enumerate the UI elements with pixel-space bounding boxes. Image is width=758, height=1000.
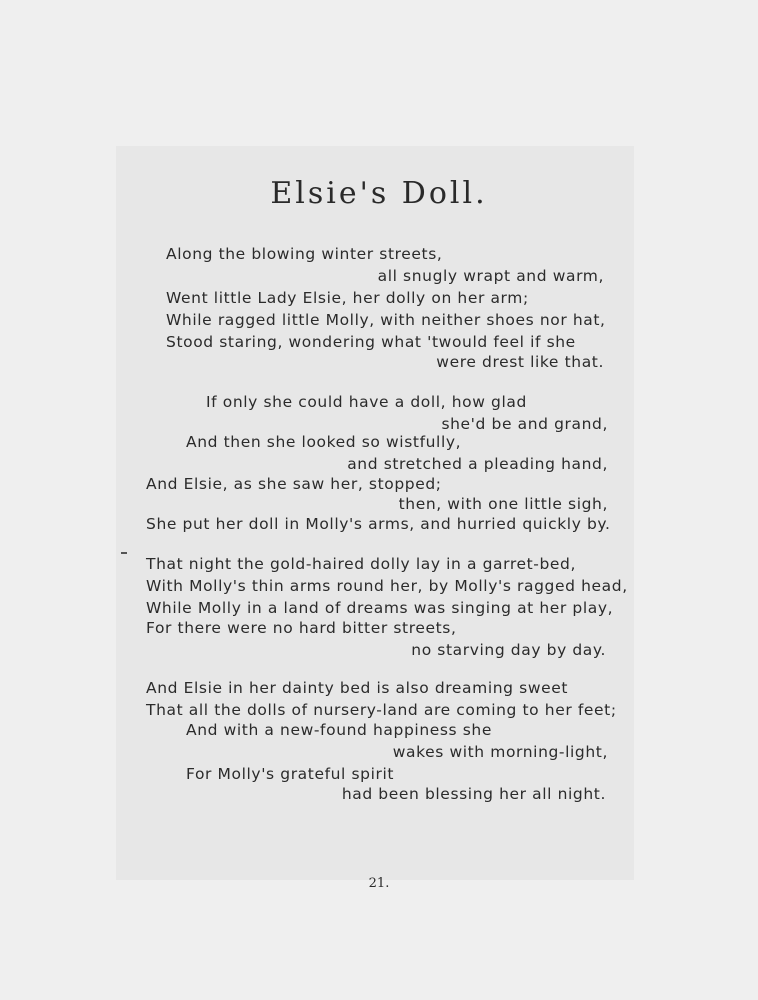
poem-line: wakes with morning-light, [392,743,608,761]
poem-line: And Elsie in her dainty bed is also dreaming sweet [146,679,569,697]
poem-line: And with a new-found happiness she [186,721,492,739]
poem-line: were drest like that. [436,353,604,371]
poem-line: While Molly in a land of dreams was singing at her play, [146,599,614,617]
margin-mark [121,552,127,554]
poem-line: She put her doll in Molly's arms, and hurried quickly by. [146,515,611,533]
poem-line: That all the dolls of nursery-land are coming to her feet; [146,701,617,719]
poem-line: And then she looked so wistfully, [186,433,462,451]
poem-line: With Molly's thin arms round her, by Molly's ragged head, [146,577,628,595]
poem-line: And Elsie, as she saw her, stopped; [146,475,442,493]
poem-line: she'd be and grand, [441,415,608,433]
poem-line: no starving day by day. [411,641,606,659]
poem-line: Stood staring, wondering what 'twould feel if she [166,333,576,351]
poem-line: If only she could have a doll, how glad [206,393,527,411]
poem-line: That night the gold-haired dolly lay in a garret-bed, [146,555,577,573]
poem-line: had been blessing her all night. [341,785,606,803]
poem-line: then, with one little sigh, [398,495,608,513]
poem-line: While ragged little Molly, with neither shoes nor hat, [166,311,606,329]
poem-line: For there were no hard bitter streets, [146,619,457,637]
page-number: 21. [368,876,390,891]
poem-line: and stretched a pleading hand, [347,455,608,473]
poem-line: For Molly's grateful spirit [186,765,395,783]
poem-line: Along the blowing winter streets, [166,245,443,263]
poem-line: all snugly wrapt and warm, [377,267,604,285]
poem-line: Went little Lady Elsie, her dolly on her arm; [166,289,529,307]
poem-title: Elsie's Doll. [270,176,488,211]
